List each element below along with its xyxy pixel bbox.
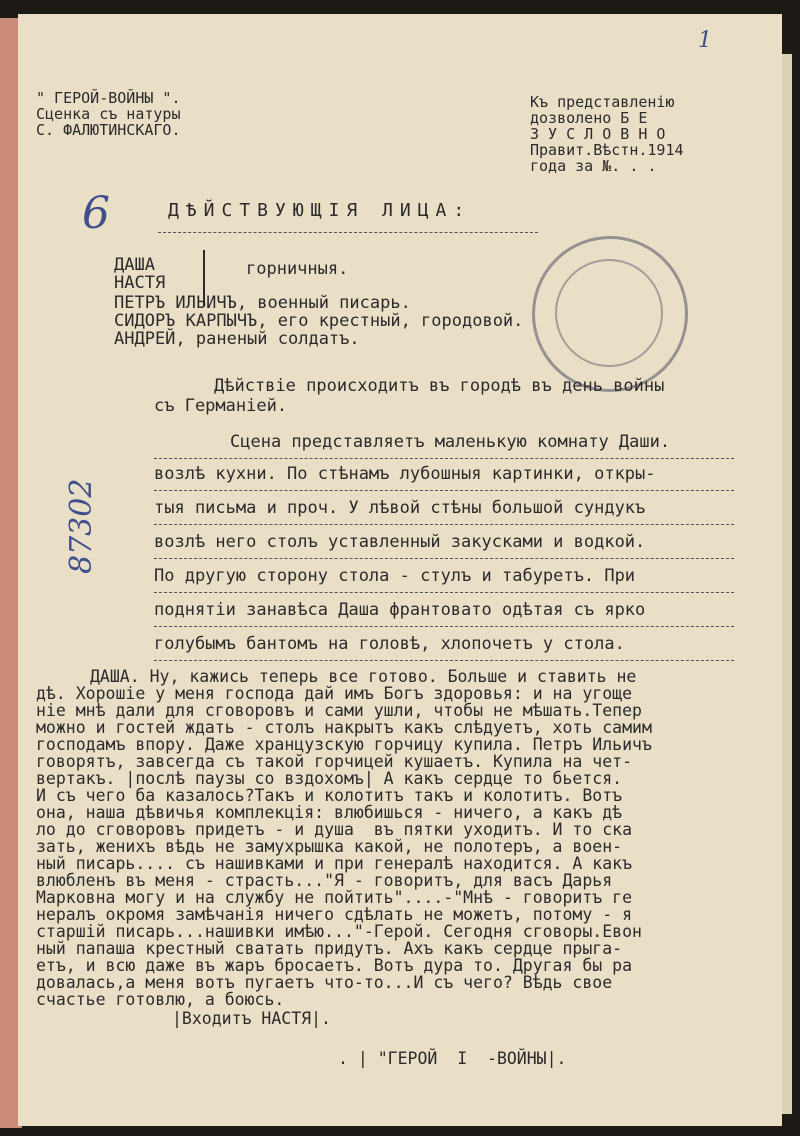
monologue-line: Марковна могу и на службу не пойтить"....-"Мнѣ - говоритъ ге bbox=[36, 888, 633, 907]
header-right-line: Къ представленiю bbox=[530, 93, 675, 111]
scene-rule bbox=[154, 524, 734, 525]
header-left-line: " ГЕРОЙ-ВОЙНЫ ". bbox=[36, 89, 181, 107]
monologue-line: ло до сговоровъ придетъ - и душа въ пятки уходитъ. И то ска bbox=[36, 820, 633, 839]
document-page bbox=[18, 14, 782, 1126]
header-right-line: года за №. . . bbox=[530, 157, 657, 175]
monologue-line: старшiй писарь...нашивки имѣю..."-Герой. Сегодня сговоры.Евон bbox=[36, 922, 642, 941]
scene-line: голубымъ бантомъ на головѣ, хлопочетъ у стола. bbox=[154, 634, 625, 654]
heading-underline bbox=[158, 232, 538, 233]
cast-sidor: СИДОРЪ КАРПЫЧЪ, его крестный, городовой. bbox=[114, 311, 524, 331]
page-number: 1 bbox=[698, 28, 712, 53]
stamp-inner-ring bbox=[555, 259, 663, 367]
monologue-line: говорятъ, завсегда съ такой горчицей кушаетъ. Купила на чет- bbox=[36, 752, 633, 771]
header-right-line: Правит.Вѣстн.1914 bbox=[530, 141, 684, 159]
scene-line: По другую сторону стола - стулъ и табуретъ. При bbox=[154, 566, 636, 586]
setting-line: Дѣйствiе происходитъ въ городѣ въ день войны bbox=[214, 376, 665, 396]
header-left-line: Сценка съ натуры bbox=[36, 105, 181, 123]
scene-rule bbox=[154, 558, 734, 559]
monologue-line: она, наша дѣвичья комплекцiя: влюбишься - ничего, а какъ дѣ bbox=[36, 803, 623, 822]
cast-maids-role: горничныя. bbox=[246, 259, 349, 279]
header-right-line: дозволено Б Е bbox=[530, 109, 648, 127]
monologue-line: И съ чего ба казалось?Такъ и колотитъ такъ и колотитъ. Вотъ bbox=[36, 786, 623, 805]
cast-petr: ПЕТРЪ ИЛЬИЧЪ, военный писарь. bbox=[114, 293, 411, 313]
monologue-line: счастье готовлю, а боюсь. bbox=[36, 990, 285, 1009]
monologue-line: етъ, и всю даже въ жаръ бросаетъ. Вотъ дура то. Другая бы ра bbox=[36, 956, 633, 975]
monologue-line: довалась,а меня вотъ пугаетъ что-то...И съ чего? Вѣдь свое bbox=[36, 973, 613, 992]
monologue-line: ный писарь.... съ нашивками и при генералѣ находится. А какъ bbox=[36, 854, 633, 873]
cast-dasha: ДАША bbox=[114, 255, 155, 275]
scene-rule bbox=[154, 626, 734, 627]
monologue-line: зать, женихъ вѣдь не замухрышка какой, не полотеръ, а воен- bbox=[36, 837, 623, 856]
monologue-line: можно и гостей ждать - столъ накрытъ какъ слѣдуетъ, хоть самим bbox=[36, 718, 652, 737]
monologue-line: нiе мнѣ дали для сговоровъ и сами ушли, чтобы не мѣшать.Тепер bbox=[36, 701, 642, 720]
scene-rule bbox=[154, 592, 734, 593]
scene-rule bbox=[154, 458, 734, 459]
scene-line: поднятiи занавѣса Даша франтовато одѣтая съ ярко bbox=[154, 600, 646, 620]
scene-line: тыя письма и проч. У лѣвой стѣны большой сундукъ bbox=[154, 498, 646, 518]
scene-line: Сцена представляетъ маленькую комнату Даши. bbox=[230, 432, 671, 452]
handwritten-side-number: 87302 bbox=[64, 478, 99, 574]
monologue-line: господамъ впору. Даже хранцузскую горчицу купила. Петръ Ильичъ bbox=[36, 735, 652, 754]
scene-line: возлѣ него столъ уставленный закусками и водкой. bbox=[154, 532, 646, 552]
monologue-line: влюбленъ въ меня - страсть..."Я - говоритъ, для васъ Дарья bbox=[36, 871, 613, 890]
monologue-line: нералъ окромя замѣчанiя ничего сдѣлать не можетъ, потому - я bbox=[36, 905, 633, 924]
cast-nastya: НАСТЯ bbox=[114, 273, 166, 293]
handwritten-number-mark: 6 bbox=[82, 188, 110, 239]
scene-line: возлѣ кухни. По стѣнамъ лубошныя картинки, откры- bbox=[154, 464, 656, 484]
footer-title: . | "ГЕРОЙ I -ВОЙНЫ|. bbox=[338, 1049, 567, 1068]
monologue-line: ный папаша крестный сватать придутъ. Ахъ какъ сердце прыга- bbox=[36, 939, 623, 958]
scene-rule bbox=[154, 490, 734, 491]
stage-direction-enter: |Входитъ НАСТЯ|. bbox=[172, 1009, 331, 1028]
cast-andrey: АНДРЕЙ, раненый солдатъ. bbox=[114, 329, 360, 349]
monologue-line: вертакъ. |послѣ паузы со вздохомъ| А какъ сердце то бьется. bbox=[36, 769, 623, 788]
monologue-line: дѣ. Хорошiе у меня господа дай имъ Богъ здоровья: и на угоще bbox=[36, 684, 633, 703]
cast-heading: ДѢЙСТВУЮЩIЯ ЛИЦА: bbox=[168, 200, 472, 221]
setting-line: съ Германiей. bbox=[154, 396, 288, 416]
page-edge bbox=[782, 54, 792, 1114]
monologue-line: ДАША. Ну, кажись теперь все готово. Больше и ставить не bbox=[90, 667, 637, 686]
header-right-line: З У С Л О В Н О bbox=[530, 125, 666, 143]
library-stamp bbox=[532, 236, 688, 392]
header-left-line: С. ФАЛЮТИНСКАГО. bbox=[36, 121, 181, 139]
scene-rule bbox=[154, 660, 734, 661]
